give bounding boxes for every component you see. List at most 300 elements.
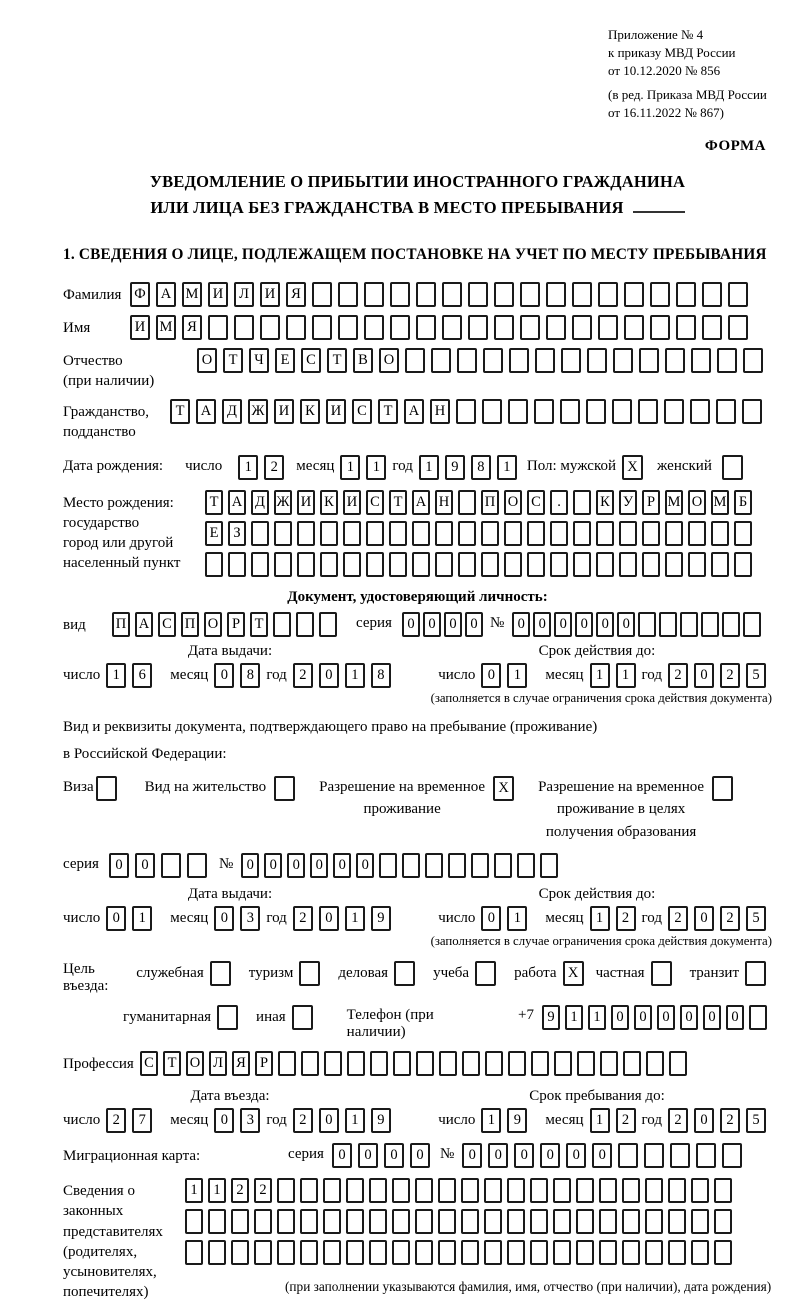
- char-cell[interactable]: 0: [319, 1108, 339, 1133]
- char-cell[interactable]: О: [186, 1051, 204, 1076]
- char-cell[interactable]: [650, 315, 670, 340]
- char-cell[interactable]: [504, 552, 522, 577]
- char-cell[interactable]: 0: [444, 612, 462, 637]
- char-cell[interactable]: 2: [254, 1178, 272, 1203]
- purpose-private-checkbox[interactable]: [651, 961, 672, 986]
- char-cell[interactable]: 0: [694, 1108, 714, 1133]
- char-cell[interactable]: [530, 1209, 548, 1234]
- char-cell[interactable]: [412, 552, 430, 577]
- char-cell[interactable]: М: [182, 282, 202, 307]
- char-cell[interactable]: [734, 521, 752, 546]
- char-cell[interactable]: 8: [240, 663, 260, 688]
- char-cell[interactable]: И: [274, 399, 294, 424]
- char-cell[interactable]: 2: [616, 1108, 636, 1133]
- char-cell[interactable]: [483, 348, 503, 373]
- char-cell[interactable]: К: [300, 399, 320, 424]
- char-cell[interactable]: [540, 853, 558, 878]
- char-cell[interactable]: [716, 399, 736, 424]
- char-cell[interactable]: [670, 1143, 690, 1168]
- char-cell[interactable]: [676, 315, 696, 340]
- char-cell[interactable]: 0: [358, 1143, 378, 1168]
- char-cell[interactable]: [624, 315, 644, 340]
- char-cell[interactable]: [390, 315, 410, 340]
- char-cell[interactable]: [468, 315, 488, 340]
- char-cell[interactable]: [701, 612, 719, 637]
- char-cell[interactable]: [743, 612, 761, 637]
- char-cell[interactable]: [576, 1178, 594, 1203]
- char-cell[interactable]: [507, 1240, 525, 1265]
- char-cell[interactable]: 0: [514, 1143, 534, 1168]
- char-cell[interactable]: [274, 552, 292, 577]
- char-cell[interactable]: [596, 552, 614, 577]
- char-cell[interactable]: 2: [720, 1108, 740, 1133]
- char-cell[interactable]: [347, 1051, 365, 1076]
- char-cell[interactable]: [646, 1051, 664, 1076]
- char-cell[interactable]: И: [130, 315, 150, 340]
- char-cell[interactable]: [431, 348, 451, 373]
- char-cell[interactable]: [638, 612, 656, 637]
- char-cell[interactable]: [702, 315, 722, 340]
- purpose-humanitarian-checkbox[interactable]: [217, 1005, 238, 1030]
- residence-permit-checkbox[interactable]: [274, 776, 295, 801]
- char-cell[interactable]: [576, 1240, 594, 1265]
- char-cell[interactable]: [642, 552, 660, 577]
- char-cell[interactable]: Р: [642, 490, 660, 515]
- sex-male-checkbox[interactable]: X: [622, 455, 643, 480]
- char-cell[interactable]: О: [379, 348, 399, 373]
- char-cell[interactable]: 0: [694, 663, 714, 688]
- char-cell[interactable]: Б: [734, 490, 752, 515]
- char-cell[interactable]: 5: [746, 906, 766, 931]
- char-cell[interactable]: [389, 521, 407, 546]
- char-cell[interactable]: 0: [410, 1143, 430, 1168]
- char-cell[interactable]: [300, 1240, 318, 1265]
- char-cell[interactable]: [520, 315, 540, 340]
- char-cell[interactable]: [623, 1051, 641, 1076]
- char-cell[interactable]: [297, 521, 315, 546]
- char-cell[interactable]: 1: [590, 906, 610, 931]
- char-cell[interactable]: [300, 1178, 318, 1203]
- char-cell[interactable]: К: [320, 490, 338, 515]
- char-cell[interactable]: 1: [481, 1108, 501, 1133]
- char-cell[interactable]: [509, 348, 529, 373]
- char-cell[interactable]: [312, 282, 332, 307]
- char-cell[interactable]: У: [619, 490, 637, 515]
- char-cell[interactable]: [619, 521, 637, 546]
- char-cell[interactable]: [301, 1051, 319, 1076]
- char-cell[interactable]: [278, 1051, 296, 1076]
- char-cell[interactable]: [277, 1209, 295, 1234]
- char-cell[interactable]: 2: [668, 906, 688, 931]
- char-cell[interactable]: [205, 552, 223, 577]
- char-cell[interactable]: [546, 315, 566, 340]
- char-cell[interactable]: О: [688, 490, 706, 515]
- char-cell[interactable]: Н: [430, 399, 450, 424]
- char-cell[interactable]: [507, 1178, 525, 1203]
- char-cell[interactable]: 1: [185, 1178, 203, 1203]
- char-cell[interactable]: [530, 1240, 548, 1265]
- char-cell[interactable]: 1: [565, 1005, 583, 1030]
- char-cell[interactable]: [494, 282, 514, 307]
- char-cell[interactable]: М: [711, 490, 729, 515]
- char-cell[interactable]: [553, 1209, 571, 1234]
- char-cell[interactable]: 1: [507, 663, 527, 688]
- char-cell[interactable]: [717, 348, 737, 373]
- char-cell[interactable]: [560, 399, 580, 424]
- char-cell[interactable]: [650, 282, 670, 307]
- char-cell[interactable]: 2: [668, 663, 688, 688]
- char-cell[interactable]: [504, 521, 522, 546]
- char-cell[interactable]: [573, 490, 591, 515]
- char-cell[interactable]: [320, 521, 338, 546]
- char-cell[interactable]: [392, 1178, 410, 1203]
- visa-checkbox[interactable]: [96, 776, 117, 801]
- char-cell[interactable]: [622, 1240, 640, 1265]
- char-cell[interactable]: [553, 1240, 571, 1265]
- char-cell[interactable]: [370, 1051, 388, 1076]
- char-cell[interactable]: [392, 1240, 410, 1265]
- char-cell[interactable]: [573, 552, 591, 577]
- char-cell[interactable]: 0: [680, 1005, 698, 1030]
- char-cell[interactable]: 0: [611, 1005, 629, 1030]
- char-cell[interactable]: [366, 521, 384, 546]
- char-cell[interactable]: [534, 399, 554, 424]
- char-cell[interactable]: 0: [465, 612, 483, 637]
- char-cell[interactable]: [691, 1178, 709, 1203]
- char-cell[interactable]: [277, 1178, 295, 1203]
- char-cell[interactable]: [251, 552, 269, 577]
- char-cell[interactable]: Т: [223, 348, 243, 373]
- char-cell[interactable]: 0: [481, 906, 501, 931]
- char-cell[interactable]: Т: [327, 348, 347, 373]
- char-cell[interactable]: [286, 315, 306, 340]
- char-cell[interactable]: 2: [293, 663, 313, 688]
- char-cell[interactable]: 2: [720, 906, 740, 931]
- char-cell[interactable]: 0: [356, 853, 374, 878]
- char-cell[interactable]: [369, 1240, 387, 1265]
- char-cell[interactable]: 0: [488, 1143, 508, 1168]
- char-cell[interactable]: С: [140, 1051, 158, 1076]
- char-cell[interactable]: [714, 1178, 732, 1203]
- char-cell[interactable]: [438, 1240, 456, 1265]
- char-cell[interactable]: Ж: [248, 399, 268, 424]
- char-cell[interactable]: 0: [657, 1005, 675, 1030]
- char-cell[interactable]: [691, 1240, 709, 1265]
- char-cell[interactable]: А: [404, 399, 424, 424]
- char-cell[interactable]: [728, 315, 748, 340]
- char-cell[interactable]: [734, 552, 752, 577]
- char-cell[interactable]: [438, 1178, 456, 1203]
- char-cell[interactable]: 0: [512, 612, 530, 637]
- char-cell[interactable]: [343, 521, 361, 546]
- char-cell[interactable]: Е: [205, 521, 223, 546]
- char-cell[interactable]: С: [301, 348, 321, 373]
- char-cell[interactable]: 0: [332, 1143, 352, 1168]
- char-cell[interactable]: [577, 1051, 595, 1076]
- char-cell[interactable]: Ф: [130, 282, 150, 307]
- char-cell[interactable]: [379, 853, 397, 878]
- char-cell[interactable]: [612, 399, 632, 424]
- char-cell[interactable]: [393, 1051, 411, 1076]
- char-cell[interactable]: 0: [214, 1108, 234, 1133]
- char-cell[interactable]: .: [550, 490, 568, 515]
- char-cell[interactable]: 5: [746, 1108, 766, 1133]
- char-cell[interactable]: [392, 1209, 410, 1234]
- char-cell[interactable]: [508, 399, 528, 424]
- char-cell[interactable]: [369, 1209, 387, 1234]
- char-cell[interactable]: [312, 315, 332, 340]
- char-cell[interactable]: И: [208, 282, 228, 307]
- char-cell[interactable]: [461, 1209, 479, 1234]
- char-cell[interactable]: 7: [132, 1108, 152, 1133]
- char-cell[interactable]: [471, 853, 489, 878]
- char-cell[interactable]: [274, 521, 292, 546]
- char-cell[interactable]: 0: [726, 1005, 744, 1030]
- char-cell[interactable]: 0: [310, 853, 328, 878]
- char-cell[interactable]: 0: [423, 612, 441, 637]
- char-cell[interactable]: М: [156, 315, 176, 340]
- char-cell[interactable]: [461, 1240, 479, 1265]
- char-cell[interactable]: [231, 1240, 249, 1265]
- char-cell[interactable]: [458, 490, 476, 515]
- char-cell[interactable]: М: [665, 490, 683, 515]
- char-cell[interactable]: [587, 348, 607, 373]
- purpose-study-checkbox[interactable]: [475, 961, 496, 986]
- char-cell[interactable]: 0: [287, 853, 305, 878]
- char-cell[interactable]: [208, 1209, 226, 1234]
- char-cell[interactable]: [484, 1209, 502, 1234]
- char-cell[interactable]: [680, 612, 698, 637]
- char-cell[interactable]: 0: [402, 612, 420, 637]
- char-cell[interactable]: [743, 348, 763, 373]
- char-cell[interactable]: [494, 315, 514, 340]
- char-cell[interactable]: 1: [238, 455, 258, 480]
- char-cell[interactable]: А: [135, 612, 153, 637]
- char-cell[interactable]: И: [326, 399, 346, 424]
- char-cell[interactable]: [690, 399, 710, 424]
- char-cell[interactable]: П: [112, 612, 130, 637]
- char-cell[interactable]: 1: [419, 455, 439, 480]
- char-cell[interactable]: С: [366, 490, 384, 515]
- char-cell[interactable]: [520, 282, 540, 307]
- char-cell[interactable]: [228, 552, 246, 577]
- char-cell[interactable]: 2: [231, 1178, 249, 1203]
- char-cell[interactable]: Т: [170, 399, 190, 424]
- char-cell[interactable]: 0: [533, 612, 551, 637]
- char-cell[interactable]: 0: [481, 663, 501, 688]
- char-cell[interactable]: Я: [286, 282, 306, 307]
- char-cell[interactable]: 0: [319, 663, 339, 688]
- char-cell[interactable]: [527, 521, 545, 546]
- char-cell[interactable]: [665, 552, 683, 577]
- char-cell[interactable]: [664, 399, 684, 424]
- char-cell[interactable]: 1: [345, 663, 365, 688]
- char-cell[interactable]: [530, 1178, 548, 1203]
- char-cell[interactable]: 0: [694, 906, 714, 931]
- char-cell[interactable]: [456, 399, 476, 424]
- char-cell[interactable]: [415, 1178, 433, 1203]
- char-cell[interactable]: [346, 1178, 364, 1203]
- char-cell[interactable]: [323, 1178, 341, 1203]
- char-cell[interactable]: А: [196, 399, 216, 424]
- char-cell[interactable]: 0: [462, 1143, 482, 1168]
- char-cell[interactable]: [688, 552, 706, 577]
- char-cell[interactable]: [435, 521, 453, 546]
- char-cell[interactable]: 0: [634, 1005, 652, 1030]
- char-cell[interactable]: [749, 1005, 767, 1030]
- char-cell[interactable]: [458, 552, 476, 577]
- char-cell[interactable]: [415, 1209, 433, 1234]
- char-cell[interactable]: И: [297, 490, 315, 515]
- purpose-other-checkbox[interactable]: [292, 1005, 313, 1030]
- char-cell[interactable]: [665, 348, 685, 373]
- char-cell[interactable]: [185, 1209, 203, 1234]
- char-cell[interactable]: [599, 1209, 617, 1234]
- char-cell[interactable]: [722, 612, 740, 637]
- char-cell[interactable]: [642, 521, 660, 546]
- char-cell[interactable]: Л: [209, 1051, 227, 1076]
- char-cell[interactable]: Л: [234, 282, 254, 307]
- char-cell[interactable]: [742, 399, 762, 424]
- char-cell[interactable]: [260, 315, 280, 340]
- char-cell[interactable]: [231, 1209, 249, 1234]
- char-cell[interactable]: И: [343, 490, 361, 515]
- char-cell[interactable]: 1: [588, 1005, 606, 1030]
- char-cell[interactable]: [390, 282, 410, 307]
- char-cell[interactable]: 0: [575, 612, 593, 637]
- char-cell[interactable]: [458, 521, 476, 546]
- char-cell[interactable]: О: [197, 348, 217, 373]
- char-cell[interactable]: [508, 1051, 526, 1076]
- char-cell[interactable]: 1: [497, 455, 517, 480]
- char-cell[interactable]: [484, 1178, 502, 1203]
- char-cell[interactable]: [535, 348, 555, 373]
- sex-female-checkbox[interactable]: [722, 455, 743, 480]
- char-cell[interactable]: [254, 1240, 272, 1265]
- char-cell[interactable]: [300, 1209, 318, 1234]
- char-cell[interactable]: [364, 282, 384, 307]
- char-cell[interactable]: 0: [109, 853, 129, 878]
- char-cell[interactable]: [481, 552, 499, 577]
- char-cell[interactable]: [462, 1051, 480, 1076]
- char-cell[interactable]: 1: [340, 455, 360, 480]
- char-cell[interactable]: 8: [371, 663, 391, 688]
- char-cell[interactable]: [668, 1240, 686, 1265]
- char-cell[interactable]: Р: [227, 612, 245, 637]
- char-cell[interactable]: [415, 1240, 433, 1265]
- char-cell[interactable]: [553, 1178, 571, 1203]
- char-cell[interactable]: 0: [617, 612, 635, 637]
- char-cell[interactable]: [438, 1209, 456, 1234]
- char-cell[interactable]: [619, 552, 637, 577]
- char-cell[interactable]: 2: [616, 906, 636, 931]
- char-cell[interactable]: [185, 1240, 203, 1265]
- char-cell[interactable]: [517, 853, 535, 878]
- char-cell[interactable]: [669, 1051, 687, 1076]
- char-cell[interactable]: 9: [445, 455, 465, 480]
- char-cell[interactable]: 1: [366, 455, 386, 480]
- char-cell[interactable]: [338, 315, 358, 340]
- char-cell[interactable]: [659, 612, 677, 637]
- char-cell[interactable]: К: [596, 490, 614, 515]
- char-cell[interactable]: [448, 853, 466, 878]
- char-cell[interactable]: [187, 853, 207, 878]
- char-cell[interactable]: О: [204, 612, 222, 637]
- char-cell[interactable]: [346, 1209, 364, 1234]
- purpose-official-checkbox[interactable]: [210, 961, 231, 986]
- char-cell[interactable]: Д: [251, 490, 269, 515]
- char-cell[interactable]: 0: [241, 853, 259, 878]
- char-cell[interactable]: [234, 315, 254, 340]
- char-cell[interactable]: [645, 1178, 663, 1203]
- char-cell[interactable]: [435, 552, 453, 577]
- char-cell[interactable]: [485, 1051, 503, 1076]
- char-cell[interactable]: [343, 552, 361, 577]
- char-cell[interactable]: [613, 348, 633, 373]
- char-cell[interactable]: 0: [596, 612, 614, 637]
- char-cell[interactable]: Т: [389, 490, 407, 515]
- char-cell[interactable]: [573, 521, 591, 546]
- char-cell[interactable]: А: [228, 490, 246, 515]
- char-cell[interactable]: [369, 1178, 387, 1203]
- char-cell[interactable]: [702, 282, 722, 307]
- char-cell[interactable]: 0: [214, 663, 234, 688]
- char-cell[interactable]: 9: [507, 1108, 527, 1133]
- char-cell[interactable]: 9: [371, 1108, 391, 1133]
- char-cell[interactable]: [561, 348, 581, 373]
- char-cell[interactable]: [507, 1209, 525, 1234]
- char-cell[interactable]: [494, 853, 512, 878]
- char-cell[interactable]: В: [353, 348, 373, 373]
- char-cell[interactable]: Р: [255, 1051, 273, 1076]
- char-cell[interactable]: [645, 1209, 663, 1234]
- char-cell[interactable]: [639, 348, 659, 373]
- char-cell[interactable]: [691, 1209, 709, 1234]
- char-cell[interactable]: [412, 521, 430, 546]
- char-cell[interactable]: [297, 552, 315, 577]
- char-cell[interactable]: [439, 1051, 457, 1076]
- char-cell[interactable]: [599, 1178, 617, 1203]
- char-cell[interactable]: 1: [106, 663, 126, 688]
- char-cell[interactable]: [622, 1209, 640, 1234]
- char-cell[interactable]: [320, 552, 338, 577]
- char-cell[interactable]: [599, 1240, 617, 1265]
- char-cell[interactable]: [668, 1178, 686, 1203]
- char-cell[interactable]: [676, 282, 696, 307]
- char-cell[interactable]: [461, 1178, 479, 1203]
- char-cell[interactable]: [546, 282, 566, 307]
- char-cell[interactable]: 1: [590, 663, 610, 688]
- char-cell[interactable]: 0: [214, 906, 234, 931]
- char-cell[interactable]: 2: [293, 1108, 313, 1133]
- char-cell[interactable]: [277, 1240, 295, 1265]
- char-cell[interactable]: [668, 1209, 686, 1234]
- char-cell[interactable]: 2: [720, 663, 740, 688]
- char-cell[interactable]: [711, 521, 729, 546]
- char-cell[interactable]: [711, 552, 729, 577]
- char-cell[interactable]: С: [352, 399, 372, 424]
- char-cell[interactable]: Я: [182, 315, 202, 340]
- char-cell[interactable]: [576, 1209, 594, 1234]
- char-cell[interactable]: Т: [205, 490, 223, 515]
- char-cell[interactable]: [714, 1240, 732, 1265]
- char-cell[interactable]: [468, 282, 488, 307]
- char-cell[interactable]: 0: [319, 906, 339, 931]
- char-cell[interactable]: [596, 521, 614, 546]
- char-cell[interactable]: 0: [264, 853, 282, 878]
- char-cell[interactable]: [484, 1240, 502, 1265]
- char-cell[interactable]: 0: [703, 1005, 721, 1030]
